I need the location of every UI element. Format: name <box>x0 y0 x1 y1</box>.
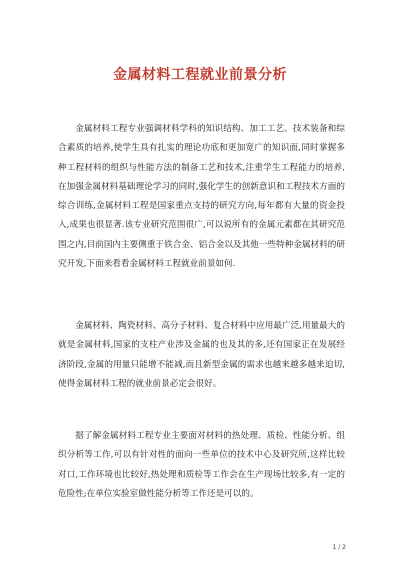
paragraph-2: 金属材料、陶瓷材料、高分子材料、复合材料中应用最广泛,用量最大的就是金属材料,国家的支柱产业涉及金属的也及其的多,还有国家正在发展经济阶段,金属的用量只能增不能减,而且新型金属的需求也越来越多越来迫切,使得金属材料工程的就业前景必定会很好。 <box>58 321 345 389</box>
page-number: 1 / 2 <box>332 544 346 551</box>
document-title: 金属材料工程就业前景分析 <box>113 67 287 83</box>
paragraph-1: 金属材料工程专业强调材料学科的知识结构、加工工艺、技术装备和综合素质的培养,使学生具有扎实的理论功底和更加宽广的知识面,同时掌握多种工程材料的组织与性能方法的制备工艺和技术,注重学生工程能力的培养,在加强金属材料基础理论学习的同时,强化学生的创新意识和工程技术方面的综合训练,金属材料工程是国家重点支持的研究方向,每年都有大量的资金投入,成果也很显著.该专业研究范围很广,可以说所有的金属元素都在其研究范围之内,目前国内主要侧重于铁合金、铝合金以及其他一些特种金属材料的研究开发,下面来看看金属材料工程就业前景如何. <box>58 124 345 270</box>
paragraph-3: 据了解金属材料工程专业主要面对材料的热处理、质检、性能分析、组织分析等工作,可以有针对性的面向一些单位的技术中心及研究所,这样比较对口,工作环境也比较好,热处理和质检等工作会在生产现场比较多,有一定的危险性;在单位实验室做性能分析等工作还是可以的。 <box>58 431 345 499</box>
